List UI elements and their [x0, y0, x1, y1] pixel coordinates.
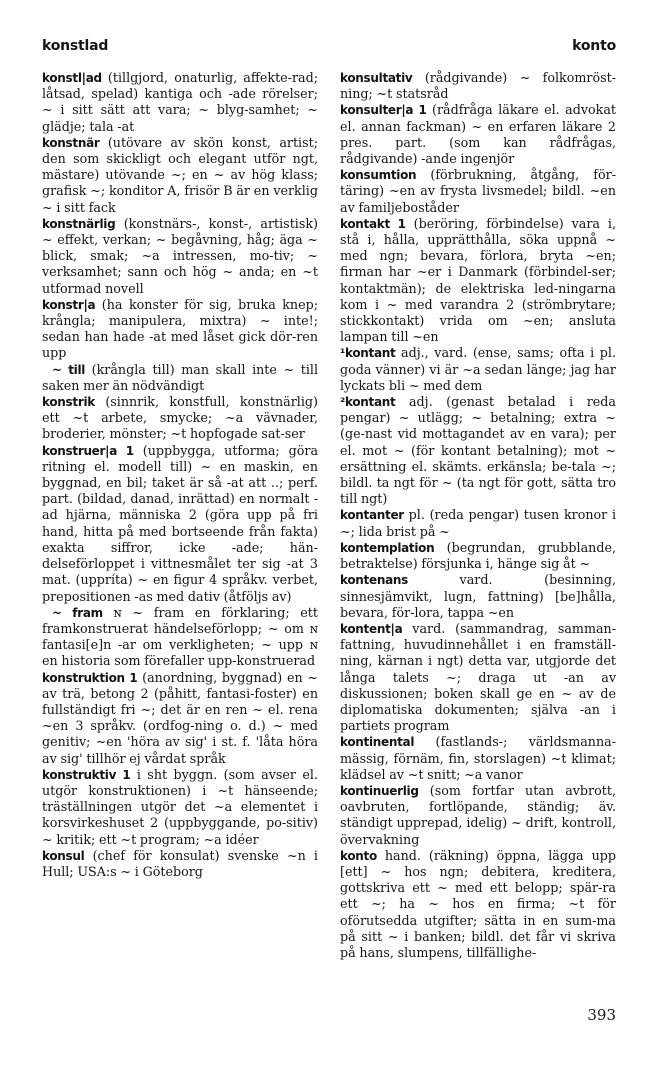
dictionary-entry: kontanter pl. (reda pengar) tusen kronor i ~; lida brist på ~ — [340, 507, 616, 539]
dictionary-entry: ²kontant adj. (genast betalad i reda pengar) ~ utlägg; ~ betalning; extra ~ (ge-nast vid mottagandet av en vara); per el. mot ~ (för kontant betalning); mot ~ ersättning el. skämts. erkänsla; be-tala ~; bildl. ta ngt för ~ (ta ngt för gott, sätta tro till ngt) — [340, 394, 616, 507]
dictionary-entry: konsumtion (förbrukning, åtgång, för-täring) ~en av frysta livsmedel; bildl. ~en av familjeboståder — [340, 167, 616, 215]
dictionary-entry: kontemplation (begrundan, grubblande, betraktelse) försjunka i, hänge sig åt ~ — [340, 539, 616, 572]
dictionary-entry: kontent|a vard. (sammandrag, samman-fattning, huvudinnehållet i en framställ-ning, kärnan i ngt) detta var, utgjorde det långa talets ~; draga ut -an av diskussionen; boken skall ge en ~ av de diplomatiska dokumenten; själva -an i partiets program — [340, 620, 616, 734]
right-column — [340, 70, 616, 961]
dictionary-entry: konstruktiv 1 i sht byggn. (som avser el. utgör konstruktionen) i ~t hänseende; träställningen utgör det ~a elementet i korsvirkeshuset 2 (uppbyggande, po-sitiv) ~ kritik; ett ~t program; ~a idéer — [42, 766, 318, 847]
dictionary-entry: konstnärlig (konstnärs-, konst-, artistisk) ~ effekt, verkan; ~ begåvning, håg; äga ~ blick, smak; ~a intressen, mo-tiv; ~ verksamhet; sann och hög ~ anda; en ~t utformad novell — [42, 215, 318, 296]
dictionary-entry: kontinuerlig (som fortfar utan avbrott, oavbruten, fortlöpande, ständig; äv. ständigt upprepad, idelig) ~ drift, kontroll, övervakning — [340, 782, 616, 847]
dictionary-entry: konstl|ad (tillgjord, onaturlig, affekte-rad; låtsad, spelad) kantiga och -ade rörelser; ~ i sitt sätt att vara; ~ blyg-samhet; ~ glädje; tala -at — [42, 70, 318, 134]
dictionary-entry: konstruer|a 1 (uppbygga, utforma; göra ritning el. modell till) ~ en maskin, en byggnad, en bil; taket är så -at att ..; perf. part. (bildad, danad, inrättad) en normalt -ad hjärna, människa 2 (göra upp på fri hand, hitta på med bortseende från fakta) exakta siffror, icke -ade; hän-delseförloppet i vittnesmålet ter sig -at 3 mat. (uppríta) ~ en figur 4 språkv. verbet, prepositionen -as med dativ (åtföljs av) — [42, 442, 319, 604]
dictionary-entry: ¹kontant adj., vard. (ense, sams; ofta i pl. goda vänner) vi är ~a sedan länge; jag har lyckats bli ~ med dem — [340, 345, 616, 393]
dictionary-entry: kontakt 1 (beröring, förbindelse) vara i, stå i, hålla, upprätthålla, söka uppnå ~ med ngn; bevara, förlora, bryta ~en; firman har ~er i Danmark (förbindel-ser; kontaktmän); de elektriska led-ningarna kom i ~ med varandra 2 (strömbrytare; stickkontakt) vrida om ~en; ansluta lampan till ~en — [340, 215, 616, 345]
dictionary-entry: konstrik (sinnrik, konstfull, konstnärlig) ett ~t arbete, smycke; ~a vävnader, broderier, mönster; ~t hopfogade sat-ser — [42, 394, 318, 442]
dictionary-subentry: ~ fram ɴ ~ fram en förklaring; ett framkonstruerat händelseförlopp; ~ om ɴ fantasi[e]n -ar om verkligheten; ~ upp ɴ en historia som förefaller upp-konstruerad — [42, 604, 318, 669]
dictionary-subentry: ~ till (krångla till) man skall inte ~ till saken mer än nödvändigt — [42, 361, 318, 393]
dictionary-entry: kontinental (fastlands-; världsmanna-mässig, förnäm, fin, storslagen) ~t klimat; klädsel av ~t snitt; ~a vanor — [340, 734, 616, 782]
left-column — [42, 70, 318, 880]
dictionary-entry: konsul (chef för konsulat) svenske ~n i Hull; USA:s ~ i Göteborg — [42, 847, 318, 879]
dictionary-entry: konsulter|a 1 (rådfråga läkare el. advokat el. annan fackman) ~ en erfaren läkare 2 pres. part. (som kan rådfrågas, rådgivande) -ande ingenjör — [340, 102, 616, 167]
dictionary-entry: konsultativ (rådgivande) ~ folkomröst-ning; ~t statsråd — [340, 70, 616, 102]
dictionary-entry: konstnär (utövare av skön konst, artist; den som skickligt och elegant utför ngt, mästare) utövande ~; en ~ av hög klass; grafisk ~; konditor A, frisör B är en verklig ~ i sitt fack — [42, 134, 318, 215]
dictionary-entry: kontenans vard. (besinning, sinnesjämvikt, lugn, fattning) [be]hålla, bevara, för-lora, tappa ~en — [340, 572, 616, 620]
page-number: 393 — [587, 1006, 616, 1024]
dictionary-entry: konstruktion 1 (anordning, byggnad) en ~ av trä, betong 2 (påhitt, fantasi-foster) en fullständigt fri ~; det är en ren ~ el. rena ~en 3 språkv. (ordfog-ning o. d.) ~ med genitiv; ~en 'höra av sig' i st. f. 'låta höra av sig' tillhör ej vårdat språk — [42, 669, 318, 766]
running-head-first-word: konstlad — [42, 38, 109, 54]
running-head-last-word: konto — [572, 38, 616, 54]
dictionary-entry: konto hand. (räkning) öppna, lägga upp [ett] ~ hos ngn; debitera, kreditera, gottskriva ett ~ med ett belopp; spär-ra ett ~; ha ~ hos en firma; ~t för oförutsedda utgifter; sätta in en sum-ma på sitt ~ i banken; bildl. det får vi skriva på hans, slumpens, tillfällighe- — [340, 847, 616, 960]
dictionary-entry: konstr|a (ha konster för sig, bruka knep; krångla; manipulera, mixtra) ~ inte!; sedan han hade -at med låset gick dör-ren upp — [42, 296, 318, 361]
